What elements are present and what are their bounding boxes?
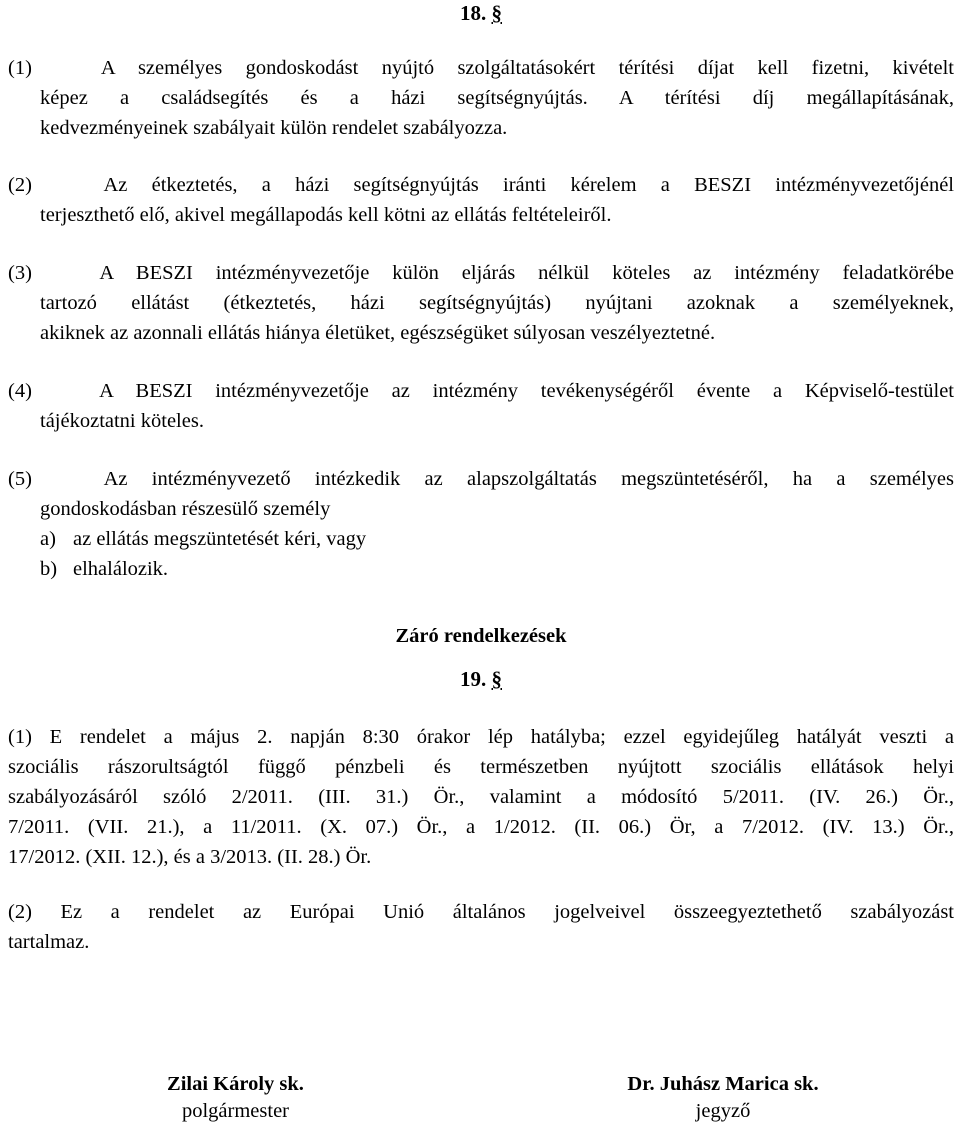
- list-item-letter: a): [40, 528, 56, 550]
- paragraph-18-1-line-1: [8, 53, 954, 83]
- paragraph-19-2-line-2: tartalmaz.: [8, 931, 90, 953]
- signature-mayor: [108, 1071, 363, 1125]
- paragraph-18-5-line-2: gondoskodásban részesülő személy: [40, 498, 331, 520]
- paragraph-18-5-line-1: [8, 464, 954, 494]
- paragraph-19-1-line-1: (1) E rendelet a május 2. napján 8:30 órakor lép hatályba; ezzel egyidejűleg hatályát veszti a: [8, 726, 954, 748]
- signature-title: polgármester: [181, 1100, 289, 1122]
- paragraph-19-1-line-3: szabályozásáról szóló 2/2011. (III. 31.) Ör., valamint a módosító 5/2011. (IV. 26.) Ör.,: [8, 786, 954, 808]
- list-item-b: [8, 554, 954, 584]
- paragraph-text: A BESZI intézményvezetője az intézmény tevékenységéről évente a Képviselő-testület: [99, 380, 954, 402]
- paragraph-text: Az intézményvezető intézkedik az alapszolgáltatás megszüntetéséről, ha a személyes: [103, 468, 955, 490]
- paragraph-18-3-line-3: akiknek az azonnali ellátás hiánya életüket, egészségüket súlyosan veszélyeztetné.: [40, 322, 716, 344]
- paragraph-18-3-line-2: tartozó ellátást (étkeztetés, házi segítségnyújtás) nyújtani azoknak a személyeknek,: [40, 292, 954, 314]
- paragraph-18-4: [8, 376, 954, 436]
- paragraph-18-1-line-2: képez a családsegítés és a házi segítségnyújtás. A térítési díj megállapításának,: [40, 87, 954, 109]
- section-18-title: [8, 0, 954, 30]
- paragraph-19-1: [8, 722, 954, 872]
- section-symbol: §: [491, 667, 502, 691]
- section-19-title: [8, 664, 954, 694]
- paragraph-18-5: [8, 464, 954, 584]
- paragraph-18-2-line-2: terjeszthető elő, akivel megállapodás kell kötni az ellátás feltételeiről.: [40, 204, 612, 226]
- section-symbol: §: [491, 1, 502, 25]
- paragraph-label: (4): [8, 380, 32, 402]
- list-item-a: [8, 524, 954, 554]
- paragraph-label: (3): [8, 262, 32, 284]
- signature-name: Dr. Juhász Marica sk.: [627, 1073, 819, 1095]
- paragraph-18-4-line-2: tájékoztatni köteles.: [40, 410, 204, 432]
- list-item-text: elhalálozik.: [73, 558, 169, 580]
- closing-provisions-heading: Záró rendelkezések: [395, 625, 567, 647]
- paragraph-text: Az étkeztetés, a házi segítségnyújtás iránti kérelem a BESZI intézményvezetőjénél: [103, 174, 954, 196]
- section-19-number: 19.: [460, 667, 487, 691]
- paragraph-18-1: [8, 53, 954, 143]
- paragraph-18-2-line-1: [8, 170, 954, 200]
- paragraph-18-3-line-1: [8, 258, 954, 288]
- signature-name: Zilai Károly sk.: [167, 1073, 304, 1095]
- list-item-letter: b): [40, 558, 58, 580]
- signature-title: jegyző: [695, 1100, 751, 1122]
- paragraph-19-2-line-1: (2) Ez a rendelet az Európai Unió általános jogelveivel összeegyeztethető szabályozást: [8, 901, 954, 923]
- paragraph-18-2: [8, 170, 954, 230]
- list-item-text: az ellátás megszüntetését kéri, vagy: [73, 528, 367, 550]
- paragraph-19-1-line-2: szociális rászorultságtól függő pénzbeli és természetben nyújtott szociális ellátások helyi: [8, 756, 954, 778]
- paragraph-label: (2): [8, 174, 32, 196]
- paragraph-19-1-line-4: 7/2011. (VII. 21.), a 11/2011. (X. 07.) Ör., a 1/2012. (II. 06.) Ör, a 7/2012. (IV. 13.) Ör.,: [8, 816, 954, 838]
- paragraph-text: A személyes gondoskodást nyújtó szolgáltatásokért térítési díjat kell fizetni, kivételt: [100, 57, 954, 79]
- paragraph-18-4-line-1: [8, 376, 954, 406]
- paragraph-text: A BESZI intézményvezetője külön eljárás nélkül köteles az intézmény feladatkörébe: [99, 262, 954, 284]
- paragraph-label: (1): [8, 57, 32, 79]
- section-18-number: 18.: [460, 1, 487, 25]
- paragraph-18-3: [8, 258, 954, 348]
- paragraph-18-1-line-3: kedvezményeinek szabályait külön rendelet szabályozza.: [40, 117, 508, 139]
- paragraph-19-1-line-5: 17/2012. (XII. 12.), és a 3/2013. (II. 28.) Ör.: [8, 846, 372, 868]
- paragraph-label: (5): [8, 468, 32, 490]
- signature-notary: [583, 1071, 863, 1125]
- paragraph-19-2: [8, 897, 954, 957]
